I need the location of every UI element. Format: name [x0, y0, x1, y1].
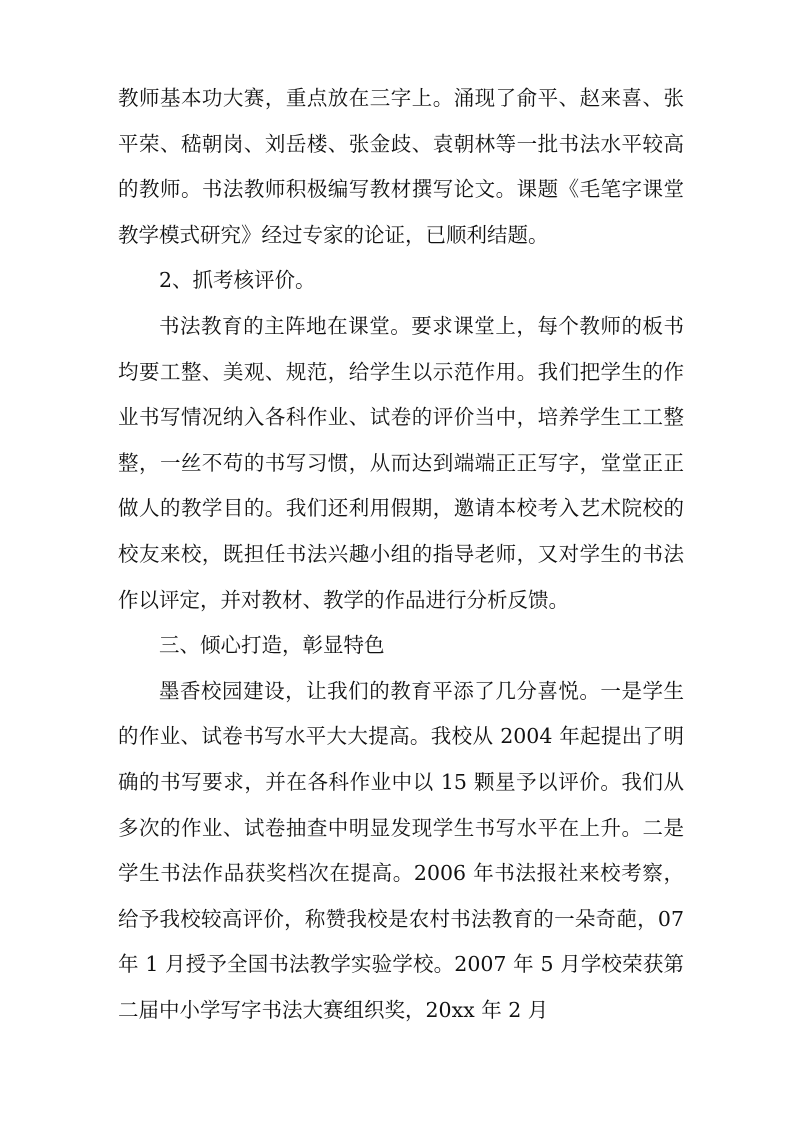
- section-heading-features: 三、倾心打造，彰显特色: [159, 633, 385, 658]
- paragraph-achievements: 墨香校园建设，让我们的教育平添了几分喜悦。一是学生的作业、试卷书写水平大大提高。我校从 2004 年起提出了明确的书写要求，并在各科作业中以 15 颗星予以评价。我们从多次的作业、试卷抽查中明显发现学生书写水平在上升。二是学生书法作品获奖档次在提高。2006 年书法报社来校考察，给予我校较高评价，称赞我校是农村书法教育的一朵奇葩，07 年 1 月授予全国书法教学实验学校。2007 年 5 月学校荣获第二届中小学写字书法大赛组织奖，20xx 年 2 月: [118, 678, 684, 1022]
- document-body: [118, 76, 684, 1033]
- subheading-assessment: 2、抓考核评价。: [159, 268, 316, 293]
- paragraph-classroom: 书法教育的主阵地在课堂。要求课堂上，每个教师的板书均要工整、美观、规范，给学生以示范作用。我们把学生的作业书写情况纳入各科作业、试卷的评价当中，培养学生工工整整，一丝不苟的书写习惯，从而达到端端正正写字，堂堂正正做人的教学目的。我们还利用假期，邀请本校考入艺术院校的校友来校，既担任书法兴趣小组的指导老师，又对学生的书法作以评定，并对教材、教学的作品进行分析反馈。: [118, 313, 684, 612]
- paragraph-continuation: 教师基本功大赛，重点放在三字上。涌现了俞平、赵来喜、张平荣、嵇朝岗、刘岳楼、张金歧、袁朝林等一批书法水平较高的教师。书法教师积极编写教材撰写论文。课题《毛笔字课堂教学模式研究》经过专家的论证，已顺利结题。: [118, 86, 684, 247]
